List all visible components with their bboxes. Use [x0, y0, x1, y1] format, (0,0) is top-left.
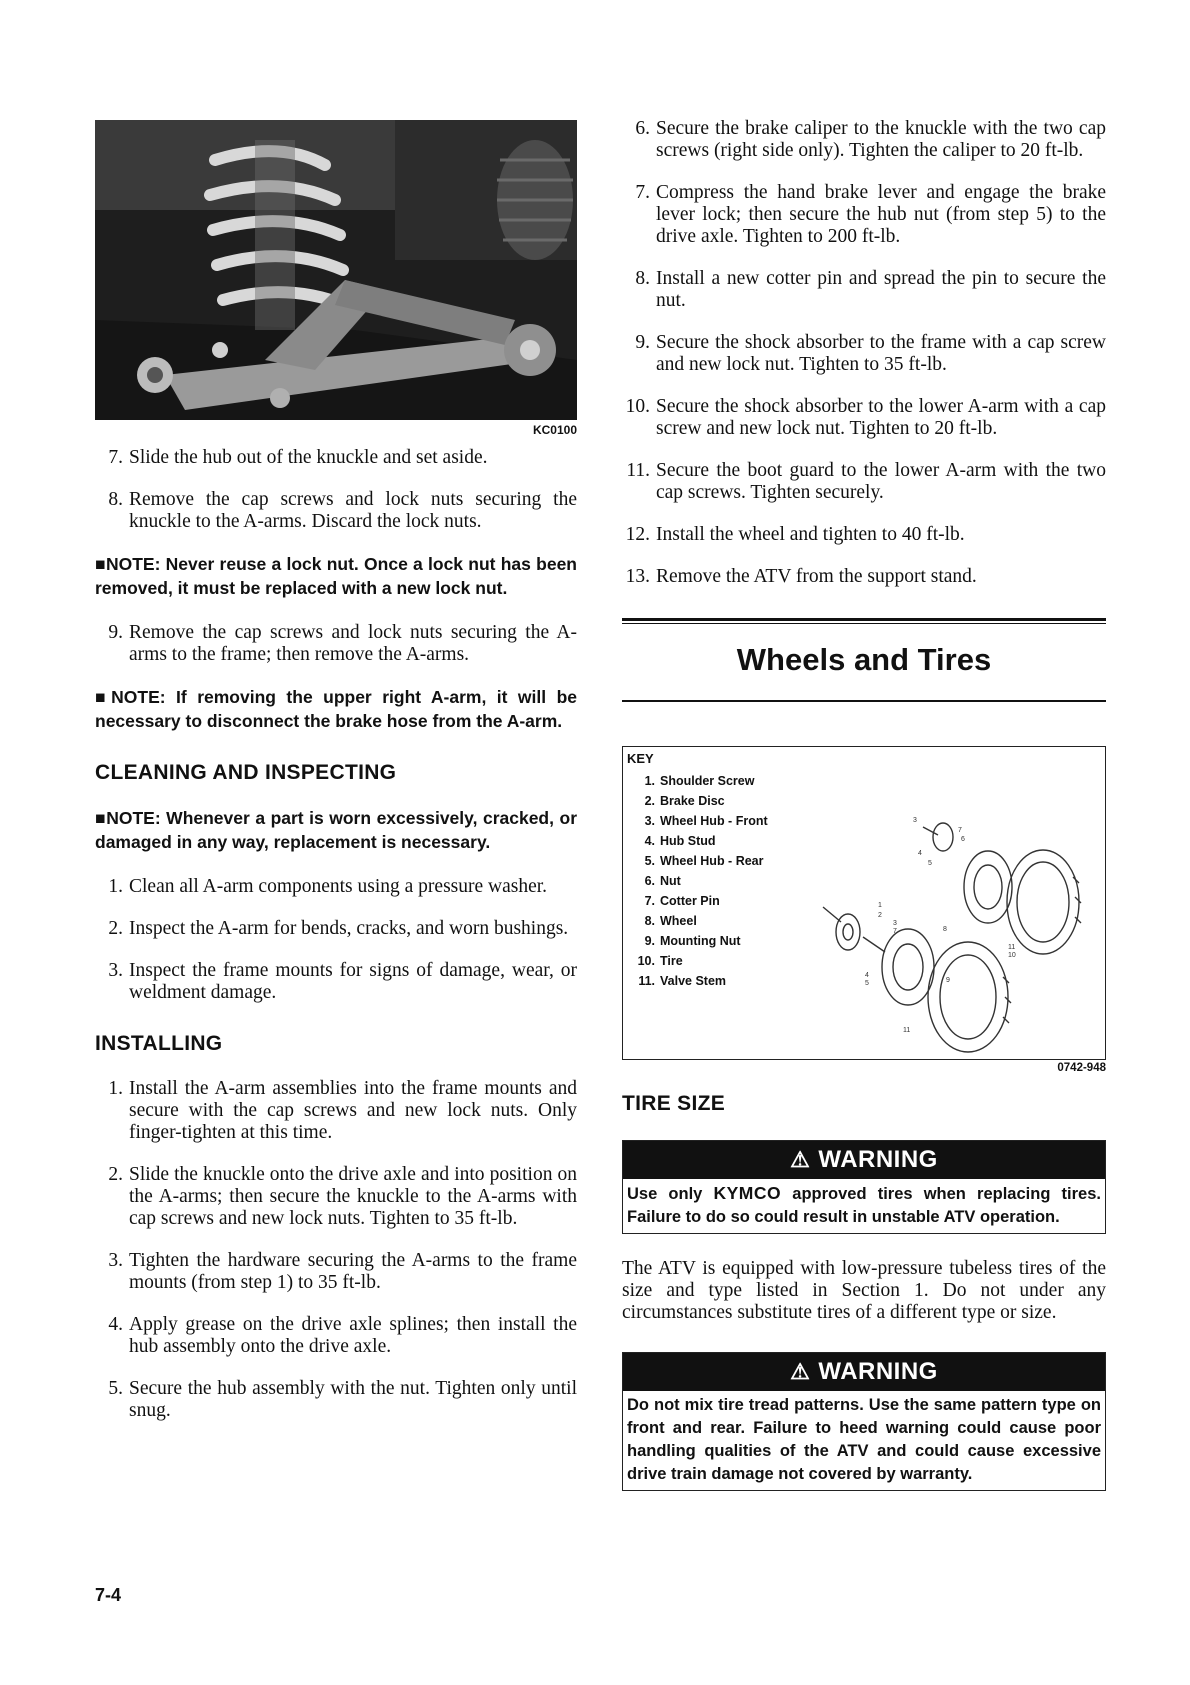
section-title: Wheels and Tires: [736, 642, 992, 677]
step-text: Install the wheel and tighten to 40 ft-lb.: [656, 524, 965, 545]
step-item: [622, 268, 1106, 312]
key-item: 4. Hub Stud: [644, 834, 716, 848]
steps-installing: [95, 1078, 577, 1422]
warning-text: Use only KYMCO approved tires when replacing tires. Failure to do so could result in unstable ATV operation.: [627, 1183, 1101, 1226]
key-item: 1. Shoulder Screw: [644, 774, 755, 788]
step-number: 6.: [635, 118, 650, 139]
key-item: 8. Wheel: [644, 914, 697, 928]
step-text: Slide the knuckle onto the drive axle and into position on the A-arms; then secure the knuckle to the A-arms with cap screws and new lock nuts. Tighten to 35 ft-lb.: [129, 1164, 577, 1229]
key-item: 7. Cotter Pin: [644, 894, 720, 908]
step-item: [95, 960, 577, 1004]
key-item: 6. Nut: [644, 874, 681, 888]
step-item: [95, 876, 577, 898]
step-item: [622, 460, 1106, 504]
svg-text:6: 6: [961, 836, 965, 843]
step-item: [95, 1078, 577, 1144]
svg-text:2: 2: [878, 912, 882, 919]
step-number: 8.: [635, 268, 650, 289]
step-item: [622, 332, 1106, 376]
section-divider-top: [622, 618, 1106, 624]
warning-title: WARNING: [818, 1146, 938, 1173]
step-number: 3.: [108, 1250, 123, 1271]
page-number: 7-4: [95, 1585, 122, 1605]
svg-text:4: 4: [918, 850, 922, 857]
step-number: 9.: [108, 622, 123, 643]
svg-text:10: 10: [1008, 952, 1016, 959]
step-text: Apply grease on the drive axle splines; then install the hub assembly onto the drive axle.: [129, 1314, 577, 1357]
step-text: Secure the brake caliper to the knuckle with the two cap screws (right side only). Tighten the caliper to 20 ft-lb.: [656, 118, 1106, 161]
step-text: Secure the shock absorber to the lower A-arm with a cap screw and new lock nut. Tighten to 20 ft-lb.: [656, 396, 1106, 439]
warning-box-tires: [622, 1140, 1106, 1234]
svg-text:11: 11: [1008, 944, 1016, 951]
step-item: [622, 118, 1106, 162]
svg-text:3: 3: [913, 817, 917, 824]
step-item: [95, 918, 577, 940]
step-number: 10.: [625, 396, 650, 417]
note-replacement: ■NOTE: Whenever a part is worn excessively, cracked, or damaged in any way, replacement is necessary.: [95, 808, 577, 852]
step-number: 1.: [108, 1078, 123, 1099]
step-item: [95, 1164, 577, 1230]
suspension-photo-illustration: [95, 120, 577, 420]
warning-text: Do not mix tire tread patterns. Use the same pattern type on front and rear. Failure to heed warning could cause poor handling qualities of the ATV and could cause excessive drive train damage not covered by warranty.: [627, 1396, 1101, 1483]
step-item: [95, 622, 577, 666]
svg-text:1: 1: [878, 902, 882, 909]
svg-text:11: 11: [903, 1027, 911, 1034]
warning-header: [623, 1353, 1105, 1391]
step-item: [95, 1314, 577, 1358]
step-text: Remove the ATV from the support stand.: [656, 566, 977, 587]
heading-tire-size: TIRE SIZE: [622, 1092, 726, 1115]
step-number: 7.: [635, 182, 650, 203]
step-number: 9.: [635, 332, 650, 353]
warning-triangle-icon: ⚠: [790, 1147, 811, 1172]
step-number: 4.: [108, 1314, 123, 1335]
svg-text:5: 5: [865, 980, 869, 987]
warning-title: WARNING: [818, 1358, 938, 1385]
step-number: 11.: [626, 460, 650, 481]
key-list: [633, 771, 768, 991]
key-item: 10. Tire: [637, 954, 683, 968]
note-lock-nut: ■NOTE: Never reuse a lock nut. Once a lock nut has been removed, it must be replaced with a new lock nut.: [95, 554, 577, 598]
step-item: [95, 489, 577, 533]
right-column: [622, 118, 1106, 1515]
step-item: [622, 182, 1106, 248]
steps-cleaning: [95, 876, 577, 1004]
steps-installing-continued: [622, 118, 1106, 588]
svg-text:8: 8: [943, 926, 947, 933]
step-number: 2.: [108, 918, 123, 939]
warning-header: [623, 1141, 1105, 1179]
suspension-photo: [95, 120, 577, 420]
photo-code: KC0100: [532, 423, 577, 437]
steps-remove-a: [95, 447, 577, 533]
svg-text:7: 7: [958, 827, 962, 834]
svg-text:5: 5: [928, 860, 932, 867]
key-item: 11. Valve Stem: [638, 974, 727, 988]
tire-size-paragraph: The ATV is equipped with low-pressure tubeless tires of the size and type listed in Section 1. Do not under any circumstances substitute tires of a different type or size.: [622, 1258, 1106, 1323]
step-text: Compress the hand brake lever and engage the brake lever lock; then secure the hub nut (from step 5) to the drive axle. Tighten to 200 ft-lb.: [656, 182, 1106, 247]
step-text: Secure the boot guard to the lower A-arm with the two cap screws. Tighten securely.: [656, 460, 1106, 503]
step-number: 5.: [108, 1378, 123, 1399]
brand-name: KYMCO: [713, 1183, 782, 1203]
wheel-exploded-figure: [622, 746, 1106, 1060]
step-text: Tighten the hardware securing the A-arms to the frame mounts (from step 1) to 35 ft-lb.: [129, 1250, 577, 1293]
wheel-exploded-diagram: [793, 807, 1093, 1057]
step-text: Inspect the frame mounts for signs of damage, wear, or weldment damage.: [129, 960, 577, 1003]
step-item: [622, 566, 1106, 588]
svg-text:3: 3: [893, 920, 897, 927]
step-item: [95, 1378, 577, 1422]
step-text: Inspect the A-arm for bends, cracks, and worn bushings.: [129, 918, 569, 939]
step-text: Secure the shock absorber to the frame with a cap screw and new lock nut. Tighten to 35 ft-lb.: [656, 332, 1106, 375]
key-title: KEY: [627, 751, 654, 766]
svg-text:4: 4: [865, 972, 869, 979]
warning-box-tread: [622, 1352, 1106, 1491]
step-number: 12.: [625, 524, 650, 545]
section-divider-bottom: [622, 700, 1106, 702]
step-item: [95, 447, 577, 469]
heading-installing: INSTALLING: [95, 1032, 223, 1055]
step-item: [622, 396, 1106, 440]
heading-cleaning-inspecting: CLEANING AND INSPECTING: [95, 761, 397, 784]
step-number: 3.: [108, 960, 123, 981]
step-number: 2.: [108, 1164, 123, 1185]
note-brake-hose: ■NOTE: If removing the upper right A-arm, it will be necessary to disconnect the brake hose from the A-arm.: [95, 687, 577, 731]
step-text: Remove the cap screws and lock nuts securing the A-arms to the frame; then remove the A-arms.: [129, 622, 577, 665]
key-item: 9. Mounting Nut: [644, 934, 741, 948]
svg-text:9: 9: [946, 977, 950, 984]
figure-code: 0742-948: [1057, 1062, 1106, 1074]
step-item: [95, 1250, 577, 1294]
step-text: Install the A-arm assemblies into the frame mounts and secure with the cap screws and new lock nuts. Only finger-tighten at this time.: [129, 1078, 577, 1143]
key-item: 5. Wheel Hub - Rear: [644, 854, 764, 868]
step-item: [622, 524, 1106, 546]
step-number: 7.: [108, 447, 123, 468]
key-item: 3. Wheel Hub - Front: [644, 814, 768, 828]
step-number: 13.: [625, 566, 650, 587]
step-number: 8.: [108, 489, 123, 510]
step-number: 1.: [108, 876, 123, 897]
step-text: Remove the cap screws and lock nuts securing the knuckle to the A-arms. Discard the lock nuts.: [129, 489, 577, 532]
left-column: [95, 120, 577, 1442]
key-item: 2. Brake Disc: [644, 794, 725, 808]
warning-triangle-icon: ⚠: [790, 1359, 811, 1384]
svg-text:7: 7: [893, 928, 897, 935]
step-text: Install a new cotter pin and spread the pin to secure the nut.: [656, 268, 1106, 311]
step-text: Slide the hub out of the knuckle and set aside.: [129, 447, 488, 468]
step-text: Clean all A-arm components using a pressure washer.: [129, 876, 548, 897]
step-text: Secure the hub assembly with the nut. Tighten only until snug.: [129, 1378, 577, 1421]
